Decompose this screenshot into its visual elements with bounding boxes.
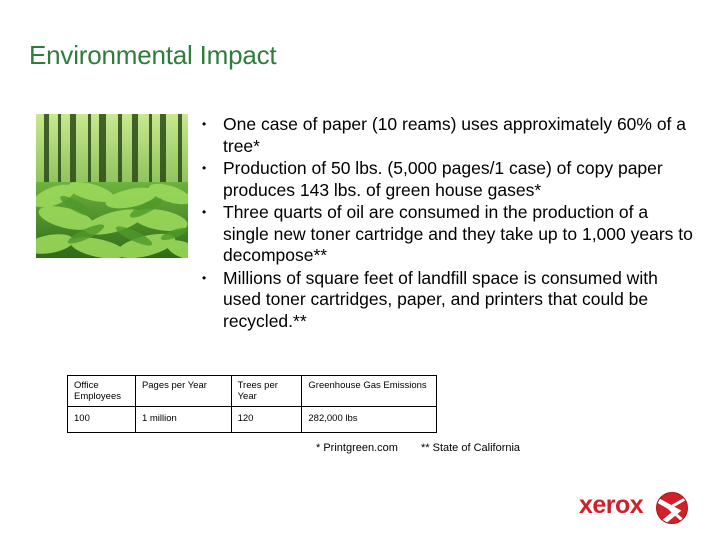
bullet-glyph: • — [202, 270, 207, 285]
table-header-row — [68, 376, 437, 407]
table-header-cell: Greenhouse Gas Emissions — [302, 376, 437, 407]
bullet-item — [196, 158, 696, 201]
xerox-logo-text: xerox — [579, 491, 644, 519]
table-cell: 1 million — [135, 407, 231, 433]
bullet-item — [196, 268, 696, 333]
footnote-california: ** State of California — [421, 442, 521, 454]
xerox-sphere-icon — [655, 491, 689, 530]
bullet-item — [196, 114, 696, 157]
bullet-text: Millions of square feet of landfill space is consumed with used toner cartridges, paper, and printers that could be recycled.** — [223, 267, 658, 331]
slide-title: Environmental Impact — [29, 40, 277, 70]
table-header-cell: Pages per Year — [135, 376, 231, 407]
bullet-glyph: • — [202, 117, 207, 131]
bullet-list — [196, 114, 696, 333]
table-row — [68, 407, 437, 433]
table-header-cell: Trees per Year — [231, 376, 302, 407]
table-header-cell: Office Employees — [68, 376, 136, 407]
forest-fern-photo — [36, 114, 188, 258]
bullet-item — [196, 202, 696, 267]
impact-table — [67, 375, 437, 433]
bullet-glyph: • — [202, 205, 207, 219]
bullet-text: Production of 50 lbs. (5,000 pages/1 case) of copy paper produces 143 lbs. of green house gases* — [223, 158, 663, 200]
table-cell: 282,000 lbs — [302, 407, 437, 433]
bullet-glyph: • — [202, 161, 207, 175]
table-cell: 120 — [231, 407, 302, 433]
xerox-logo — [579, 491, 691, 525]
footnote-printgreen: * Printgreen.com — [316, 442, 398, 454]
table-cell: 100 — [68, 407, 136, 433]
bullet-text: Three quarts of oil are consumed in the production of a single new toner cartridge and they take up to 1,000 years to decompose** — [223, 202, 693, 265]
bullet-text: One case of paper (10 reams) uses approximately 60% of a tree* — [223, 114, 687, 156]
